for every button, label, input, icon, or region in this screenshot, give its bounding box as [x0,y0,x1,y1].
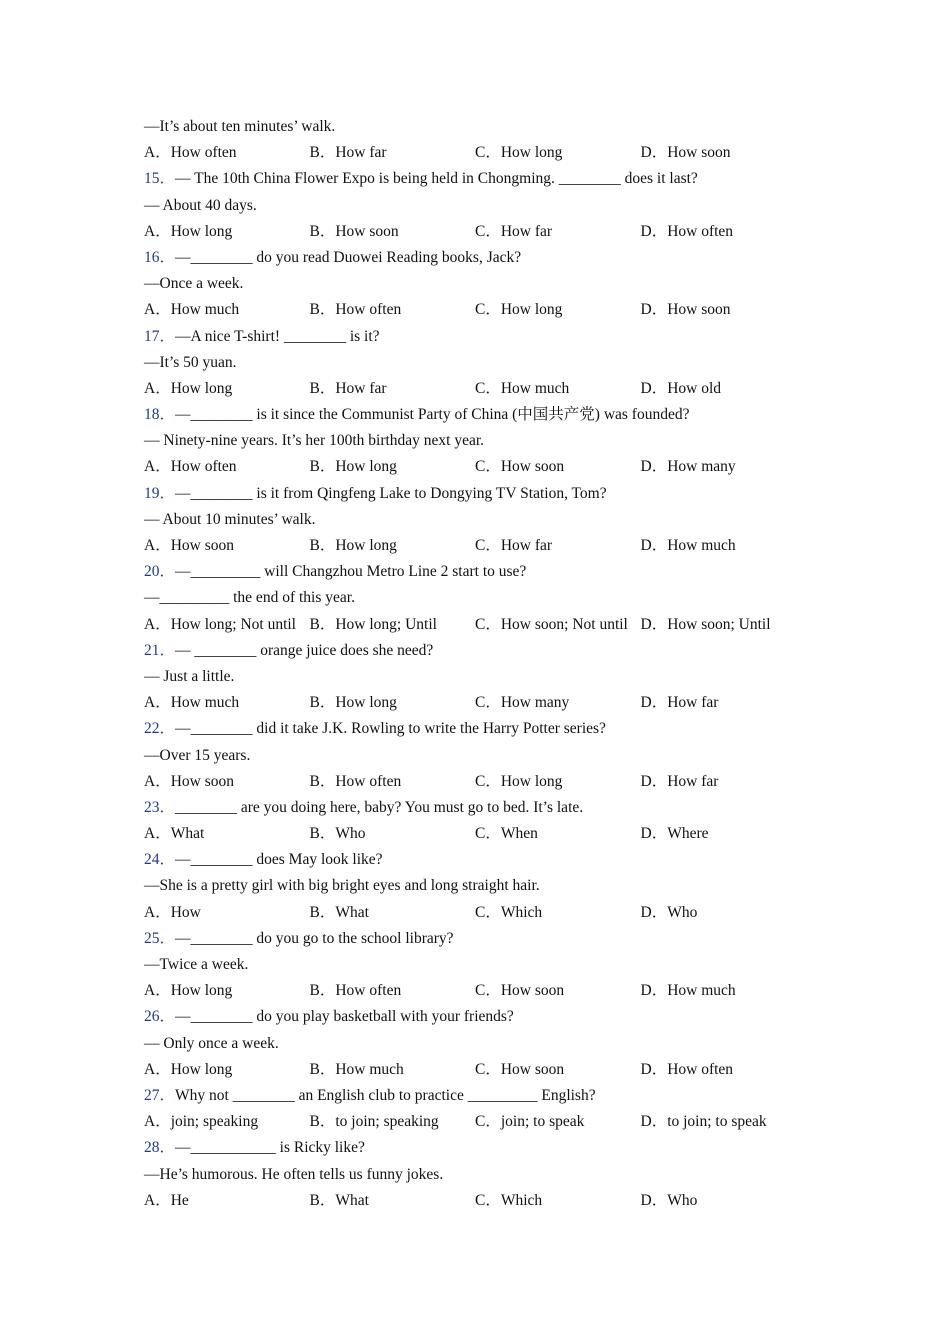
answer-option: D．How far [640,772,719,790]
question-text: —________ is it from Qingfeng Lake to Dongying TV Station, Tom? [175,484,607,502]
dialogue-line: —He’s humorous. He often tells us funny jokes. [144,1165,444,1183]
answer-options-row [144,219,804,245]
dialogue-line: —Once a week. [144,275,244,293]
answer-option: A．How soon [144,537,234,554]
answer-options-row [144,140,804,166]
document-body [144,114,804,1214]
answer-option: B．How often [309,982,402,1000]
question-stem [144,481,804,507]
question-stem [144,166,804,192]
answer-option: A．He [144,1191,189,1209]
dialogue-line: —_________ the end of this year. [144,589,355,607]
dialogue-line: —Twice a week. [144,956,249,973]
answer-option: B．How long [309,537,397,554]
answer-options-row [144,769,804,795]
answer-option: D．How soon [640,144,731,162]
question-number: 15． [144,170,176,188]
question-number: 23． [144,798,176,816]
answer-option: C．How soon [475,1060,565,1078]
answer-option: C．How much [475,379,570,397]
question-stem [144,402,804,428]
answer-option: B．How long [309,694,397,712]
answer-option: A．How much [144,301,240,319]
question-stem [144,245,804,271]
answer-option: D．Who [640,1191,698,1209]
answer-option: C．How far [475,537,553,554]
answer-option: B．to join; speaking [309,1113,439,1131]
question-number: 18． [144,406,176,424]
question-number: 21． [144,641,176,659]
dialogue-line: — About 40 days. [144,196,257,214]
answer-option: C．join; to speak [475,1113,585,1131]
question-text: —________ do you play basketball with your friends? [175,1008,514,1026]
question-stem [144,638,804,664]
answer-option: A．How long [144,222,233,240]
question-stem [144,795,804,821]
answer-option: B．How often [309,772,402,790]
answer-option: D．Where [640,825,709,843]
question-text: —________ do you go to the school library? [175,929,454,947]
answer-options-row [144,1057,804,1083]
answer-option: C．Which [475,903,543,921]
answer-option: A．How often [144,144,237,162]
answer-option: B．How long [309,458,397,476]
answer-options-row [144,612,804,638]
question-stem [144,716,804,742]
question-number: 28． [144,1139,176,1157]
answer-option: D．How much [640,537,736,554]
answer-option: B．How often [309,301,402,319]
question-stem [144,1083,804,1109]
question-text: — The 10th China Flower Expo is being held in Chongming. ________ does it last? [175,170,698,188]
answer-option: A．join; speaking [144,1113,259,1131]
question-text: —________ does May look like? [175,851,383,869]
answer-option: C．How far [475,222,553,240]
question-text: —A nice T-shirt! ________ is it? [175,327,380,345]
answer-option: B．What [309,903,369,921]
answer-option: C．How soon [475,458,565,476]
answer-option: B．How long; Until [309,615,437,633]
answer-option: C．How long [475,144,563,162]
dialogue-line: —It’s about ten minutes’ walk. [144,118,336,135]
question-text: ________ are you doing here, baby? You must go to bed. It’s late. [175,798,584,816]
answer-options-row [144,1188,804,1214]
dialogue-line: — Ninety-nine years. It’s her 100th birthday next year. [144,432,485,450]
answer-option: C．When [475,825,538,843]
answer-options-row [144,1109,804,1135]
question-text: —___________ is Ricky like? [175,1139,365,1157]
answer-option: D．to join; to speak [640,1113,767,1131]
question-number: 20． [144,563,176,581]
answer-option: A．How [144,903,201,921]
answer-option: B．How soon [309,222,399,240]
answer-option: B．What [309,1191,369,1209]
answer-option: A．How soon [144,772,234,790]
question-text: Why not ________ an English club to practice _________ English? [175,1086,596,1104]
answer-option: A．How much [144,694,240,712]
question-stem [144,1004,804,1030]
answer-options-row [144,297,804,323]
answer-option: C．How soon; Not until [475,615,628,633]
answer-options-row [144,533,804,559]
answer-options-row [144,454,804,480]
answer-option: D．How much [640,982,736,1000]
question-text: —_________ will Changzhou Metro Line 2 start to use? [175,563,527,581]
question-text: —________ did it take J.K. Rowling to write the Harry Potter series? [175,720,606,738]
answer-option: A．How long; Not until [144,615,296,633]
question-stem [144,1135,804,1161]
answer-option: A．How long [144,379,233,397]
answer-option: C．How soon [475,982,565,1000]
dialogue-line: — About 10 minutes’ walk. [144,510,316,528]
answer-option: D．How often [640,1060,734,1078]
answer-options-row [144,900,804,926]
question-stem [144,926,804,952]
question-number: 16． [144,248,176,266]
answer-option: C．How many [475,694,570,712]
dialogue-line: —It’s 50 yuan. [144,353,237,371]
question-number: 26． [144,1008,176,1026]
question-number: 25． [144,929,176,947]
question-number: 17． [144,327,176,345]
answer-option: B．How much [309,1060,404,1078]
answer-options-row [144,690,804,716]
answer-option: C．How long [475,301,563,319]
answer-option: A．How long [144,982,233,1000]
answer-option: D．How often [640,222,734,240]
answer-option: A．How long [144,1060,233,1078]
question-text: —________ do you read Duowei Reading books, Jack? [175,248,522,266]
answer-options-row [144,821,804,847]
answer-option: C．How long [475,772,563,790]
answer-option: B．How far [309,379,387,397]
question-number: 22． [144,720,176,738]
question-stem [144,324,804,350]
question-text: —________ is it since the Communist Party of China (中国共产党) was founded? [175,406,690,424]
dialogue-line: —She is a pretty girl with big bright eyes and long straight hair. [144,877,540,895]
question-text: — ________ orange juice does she need? [175,641,434,659]
answer-option: D．How soon [640,301,731,319]
answer-option: D．How soon; Until [640,615,771,633]
question-number: 19． [144,484,176,502]
answer-option: D．Who [640,903,698,921]
dialogue-line: —Over 15 years. [144,746,251,764]
dialogue-line: — Only once a week. [144,1034,279,1052]
answer-options-row [144,376,804,402]
answer-option: B．How far [309,144,387,162]
question-number: 24． [144,851,176,869]
answer-option: C．Which [475,1191,543,1209]
answer-option: D．How far [640,694,719,712]
answer-option: B．Who [309,825,366,843]
answer-option: D．How many [640,458,736,476]
answer-options-row [144,978,804,1004]
answer-option: A．What [144,825,205,843]
answer-option: A．How often [144,458,237,476]
question-number: 27． [144,1086,176,1104]
dialogue-line: — Just a little. [144,667,235,685]
question-stem [144,847,804,873]
question-stem [144,559,804,585]
answer-option: D．How old [640,379,722,397]
